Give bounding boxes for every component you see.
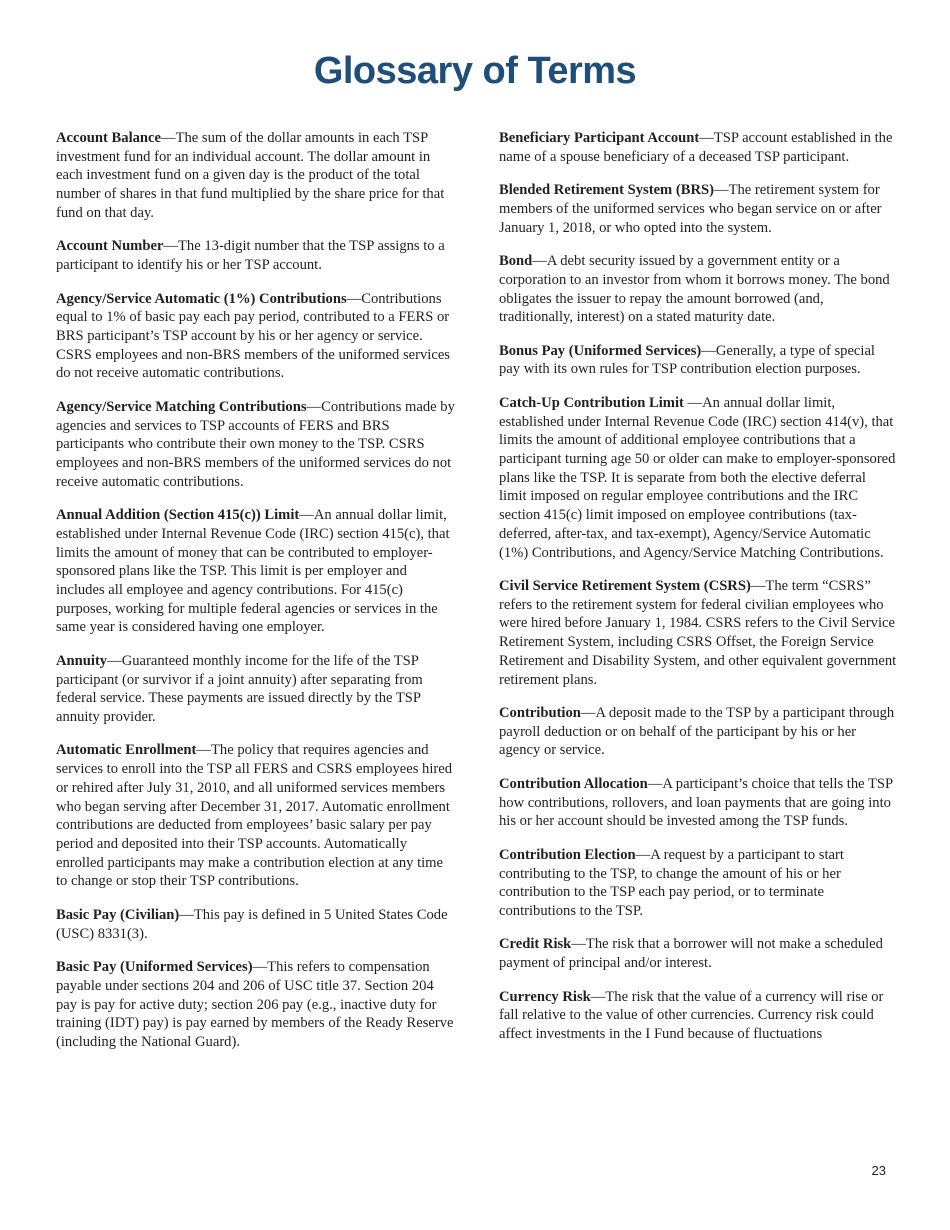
- term-separator: —: [713, 182, 729, 199]
- term-separator: —: [252, 959, 268, 976]
- page-number: 23: [871, 1163, 886, 1178]
- glossary-definition: A debt security issued by a government entity or a corporation to an investor from whom it borrows money. The bond obligates the issuer to repay the amount borrowed (and, traditionally, interest) on a stated maturity date.: [499, 253, 890, 326]
- glossary-term: Currency Risk: [499, 988, 591, 1005]
- glossary-definition: The policy that requires agencies and services to enroll into the TSP all FERS and CSRS employees hired or rehired after July 31, 2010, and all uniformed services members who began serving after December 31, 2017. Automatic enrollment contributions are deducted from employees’ basic salary per pay period and deposited into their TSP accounts. Automatically enrolled participants may make a contribution election at any time to change or stop their TSP contributions.: [56, 742, 453, 890]
- glossary-definition: The risk that a borrower will not make a scheduled payment of principal and/or interest.: [499, 936, 883, 972]
- glossary-term: Civil Service Retirement System (CSRS): [499, 578, 751, 595]
- glossary-definition: An annual dollar limit, established under Internal Revenue Code (IRC) section 415(c), that limits the amount of money that can be contributed to employer-sponsored plans like the TSP. This limit is per employer and includes all employee and agency contributions. For 415(c) purposes, working for multiple federal agencies or services in the same year is considered having one employer.: [56, 507, 450, 636]
- glossary-definition: TSP account established in the name of a spouse beneficiary of a deceased TSP participant.: [499, 130, 893, 165]
- term-separator: —: [635, 846, 651, 863]
- term-separator: —: [590, 988, 606, 1005]
- term-separator: —: [683, 394, 703, 411]
- glossary-term: Basic Pay (Civilian): [56, 906, 180, 923]
- glossary-definition: A participant’s choice that tells the TSP how contributions, rollovers, and loan payments that are going into his or her account should be invested among the TSP funds.: [499, 775, 893, 830]
- glossary-term: Bonus Pay (Uniformed Services): [499, 342, 702, 359]
- term-separator: —: [179, 906, 194, 923]
- glossary-entry: [499, 935, 897, 972]
- glossary-definition: The 13-digit number that the TSP assigns to a participant to identify his or her TSP account.: [56, 238, 445, 274]
- glossary-term: Credit Risk: [499, 936, 572, 953]
- glossary-term: Catch-Up Contribution Limit: [499, 394, 684, 411]
- glossary-definition: An annual dollar limit, established under Internal Revenue Code (IRC) section 414(v), that limits the amount of additional employee contributions that a participant turning age 50 or older can make to employer-sponsored plans like the TSP. It is separate from both the elective deferral limit imposed on regular employee contributions and the IRC section 415(c) limit imposed on employee contributions (tax-deferred, after-tax, and tax-exempt), Agency/Service Automatic (1%) Contributions, and Agency/Service Matching Contributions.: [499, 394, 896, 561]
- glossary-entry: [56, 290, 456, 384]
- glossary-entry: [499, 988, 897, 1044]
- term-separator: —: [196, 742, 211, 759]
- glossary-definition: A deposit made to the TSP by a participant through payroll deduction or on behalf of the participant by his or her agency or service.: [499, 705, 895, 759]
- glossary-term: Beneficiary Participant Account: [499, 130, 700, 146]
- term-separator: —: [346, 290, 362, 307]
- term-separator: —: [299, 507, 314, 524]
- term-separator: —: [750, 578, 766, 595]
- glossary-entry: [56, 398, 456, 492]
- glossary-definition: Guaranteed monthly income for the life of the TSP participant (or survivor if a joint annuity) after separating from federal service. These payments are issued directly by the TSP annuity provider.: [56, 652, 423, 725]
- glossary-term: Account Balance: [56, 130, 161, 146]
- glossary-definition: The sum of the dollar amounts in each TSP investment fund for an individual account. The dollar amount in each investment fund on a given day is the product of the total number of shares in that fund multiplied by the share price for that fund on that day.: [56, 130, 445, 221]
- term-separator: —: [699, 130, 714, 146]
- glossary-term: Contribution: [499, 705, 581, 722]
- glossary-entry: [499, 704, 897, 760]
- glossary-term: Annuity: [56, 652, 108, 669]
- glossary-term: Bond: [499, 253, 533, 270]
- glossary-term: Contribution Election: [499, 846, 636, 863]
- glossary-definition: The retirement system for members of the uniformed services who began service on or after January 1, 2018, or who opted into the system.: [499, 182, 882, 236]
- glossary-entry: [499, 577, 897, 689]
- term-separator: —: [163, 238, 179, 255]
- term-separator: —: [107, 652, 122, 669]
- glossary-entry: [499, 775, 897, 831]
- glossary-column-left: [56, 129, 456, 1066]
- glossary-term: Account Number: [56, 238, 164, 255]
- term-separator: —: [571, 936, 586, 953]
- glossary-entry: [499, 181, 897, 237]
- glossary-term: Agency/Service Matching Contributions: [56, 398, 307, 415]
- glossary-term: Basic Pay (Uniformed Services): [56, 959, 253, 976]
- glossary-definition: Contributions made by agencies and services to TSP accounts of FERS and BRS participants who contribute their own money to the TSP. CSRS employees and non-BRS members of the uniformed services do not receive automatic contributions.: [56, 398, 455, 490]
- glossary-entry: [499, 342, 897, 379]
- glossary-entry: [56, 129, 456, 223]
- page-title: Glossary of Terms: [313, 50, 637, 92]
- glossary-entry: [56, 741, 456, 891]
- term-separator: —: [306, 398, 322, 415]
- glossary-entry: [56, 237, 456, 274]
- glossary-entry: [56, 906, 456, 943]
- glossary-term: Blended Retirement System (BRS): [499, 182, 714, 199]
- glossary-entry: [499, 846, 897, 921]
- term-separator: —: [532, 253, 547, 270]
- term-separator: —: [701, 342, 716, 359]
- term-separator: —: [647, 775, 663, 792]
- glossary-column-right: [499, 129, 897, 1059]
- glossary-term: Agency/Service Automatic (1%) Contributions: [56, 290, 347, 307]
- glossary-entry: [499, 129, 897, 166]
- glossary-term: Contribution Allocation: [499, 775, 648, 792]
- glossary-entry: [499, 252, 897, 327]
- term-separator: —: [161, 130, 176, 146]
- glossary-term: Annual Addition (Section 415(c)) Limit: [56, 507, 300, 524]
- glossary-definition: A request by a participant to start contributing to the TSP, to change the amount of his or her contribution to the TSP each pay period, or to terminate contributions to the TSP.: [499, 846, 844, 919]
- glossary-entry: [499, 394, 897, 562]
- glossary-term: Automatic Enrollment: [56, 742, 197, 759]
- glossary-entry: [56, 652, 456, 727]
- glossary-definition: This pay is defined in 5 United States Code (USC) 8331(3).: [56, 906, 448, 942]
- glossary-definition: The risk that the value of a currency will rise or fall relative to the value of other currencies. Currency risk could affect investments in the I Fund because of fluctuations: [499, 988, 884, 1043]
- glossary-definition: This refers to compensation payable under sections 204 and 206 of USC title 37. Section 204 pay is pay for active duty; section 206 pay (e.g., inactive duty for training (IDT) pay) is pay earned by members of the Ready Reserve (including the National Guard).: [56, 959, 454, 1050]
- glossary-definition: Contributions equal to 1% of basic pay each pay period, contributed to a FERS or BRS participant’s TSP account by his or her agency or service. CSRS employees and non-BRS members of the uniformed services do not receive automatic contributions.: [56, 290, 450, 382]
- glossary-definition: The term “CSRS” refers to the retirement system for federal civilian employees who were hired before January 1, 1984. CSRS refers to the Civil Service Retirement System, including CSRS Offset, the Foreign Service Retirement and Disability System, and other equivalent government retirement plans.: [499, 578, 897, 688]
- term-separator: —: [580, 705, 596, 722]
- glossary-entry: [56, 958, 456, 1052]
- glossary-entry: [56, 506, 456, 637]
- glossary-definition: Generally, a type of special pay with its own rules for TSP contribution election purposes.: [499, 342, 875, 378]
